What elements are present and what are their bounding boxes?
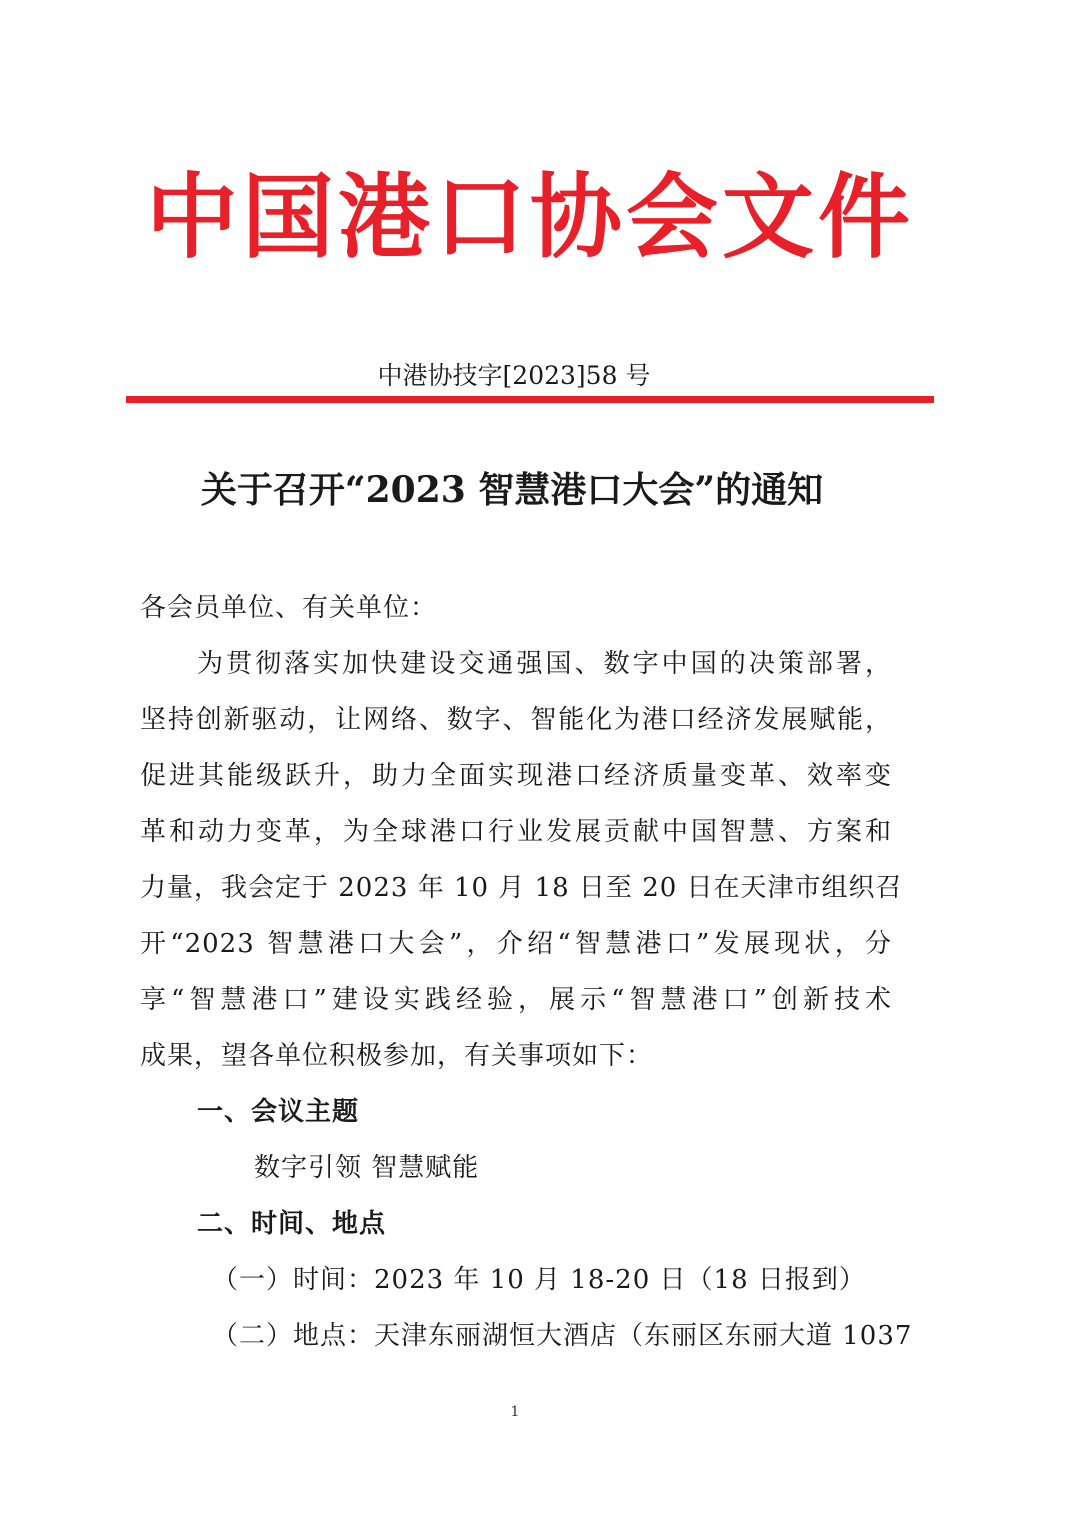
paragraph-line: 力量，我会定于 2023 年 10 月 18 日至 20 日在天津市组织召 <box>140 873 903 903</box>
page-number: 1 <box>510 1404 520 1420</box>
document-title: 关于召开“2023 智慧港口大会”的通知 <box>200 469 824 511</box>
paragraph-line: 享“智慧港口”建设实践经验，展示“智慧港口”创新技术 <box>140 985 892 1015</box>
document-body <box>140 580 913 1364</box>
document-number: 中港协技字[2023]58 号 <box>377 361 651 390</box>
place-item: （二）地点：天津东丽湖恒大酒店（东丽区东丽大道 1037 <box>212 1321 913 1351</box>
paragraph-line: 开“2023 智慧港口大会”，介绍“智慧港口”发展现状，分 <box>140 929 892 959</box>
intro-paragraph <box>140 636 903 1084</box>
section-heading-theme: 一、会议主题 <box>197 1097 360 1127</box>
masthead: 中国港口协会文件 <box>145 164 914 271</box>
paragraph-line: 革和动力变革，为全球港口行业发展贡献中国智慧、方案和 <box>140 817 892 847</box>
salutation: 各会员单位、有关单位： <box>140 593 438 623</box>
paragraph-line: 促进其能级跃升，助力全面实现港口经济质量变革、效率变 <box>140 761 892 791</box>
section-content-theme: 数字引领 智慧赋能 <box>254 1153 480 1183</box>
time-item: （一）时间：2023 年 10 月 18-20 日（18 日报到） <box>212 1265 866 1295</box>
section-heading-time-place: 二、时间、地点 <box>197 1209 387 1239</box>
red-divider-line <box>126 396 934 403</box>
paragraph-line: 坚持创新驱动，让网络、数字、智能化为港口经济发展赋能， <box>140 705 892 735</box>
paragraph-line: 为贯彻落实加快建设交通强国、数字中国的决策部署， <box>197 649 892 679</box>
paragraph-line: 成果，望各单位积极参加，有关事项如下： <box>140 1041 654 1071</box>
